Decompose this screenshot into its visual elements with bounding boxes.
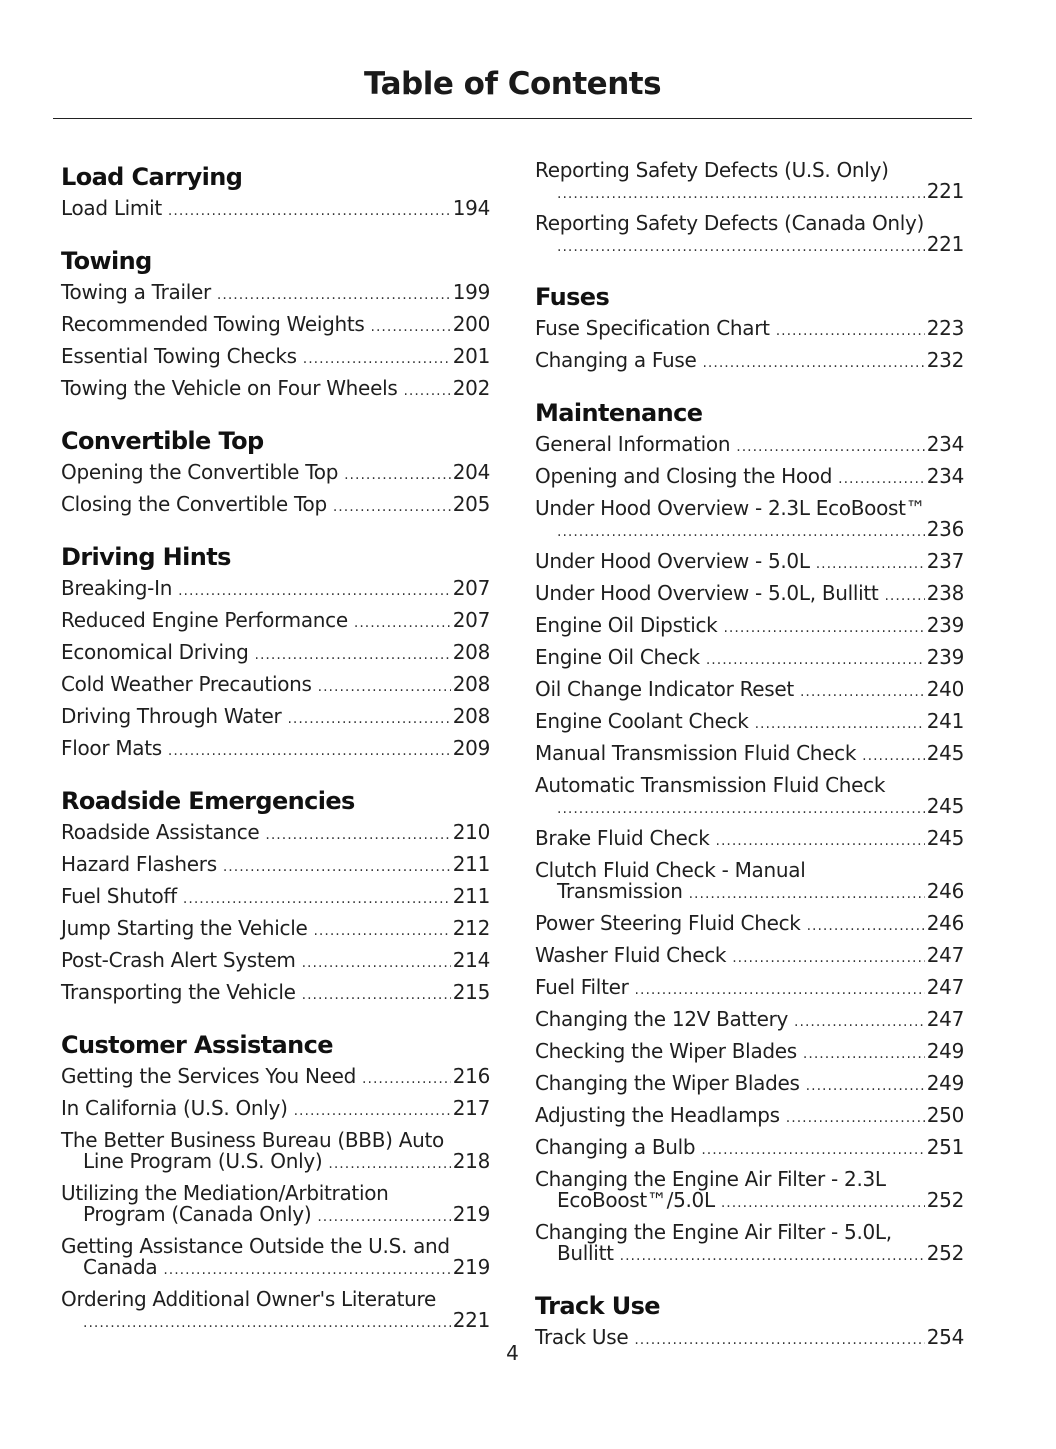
toc-entry-page-number: 208 [452,704,490,728]
dot-leader [723,618,924,639]
dot-leader [344,465,451,486]
toc-entry-page-number: 246 [926,879,964,903]
toc-entry-label: Economical Driving [61,640,249,664]
toc-entry-title-line: The Better Business Bureau (BBB) Auto [61,1128,444,1152]
toc-entry-page-number: 208 [452,640,490,664]
toc-entry-label: Engine Oil Check [535,645,700,669]
toc-entry[interactable] [535,775,964,820]
toc-section-roadside-emergencies [61,784,490,1006]
toc-entry-page-number: 201 [452,344,490,368]
toc-entry[interactable] [61,1130,490,1175]
toc-entry-label: Engine Coolant Check [535,709,749,733]
toc-entry-page-number: 208 [452,672,490,696]
dot-leader [303,349,451,370]
toc-entry-page-number: 246 [926,911,964,935]
toc-entry[interactable] [535,977,964,1001]
toc-entry[interactable] [535,1105,964,1129]
toc-entry-page-number: 247 [926,943,964,967]
toc-entry-title-line: Clutch Fluid Check - Manual [535,858,806,882]
toc-entry[interactable] [535,860,964,905]
toc-entry[interactable] [535,1041,964,1065]
toc-entry-page-number: 216 [452,1064,490,1088]
toc-entry-label: Reduced Engine Performance [61,608,348,632]
dot-leader [371,317,451,338]
toc-entry-label: Recommended Towing Weights [61,312,365,336]
dot-leader [302,953,451,974]
toc-entry-label: Load Limit [61,196,162,220]
toc-entry-label: Towing a Trailer [61,280,211,304]
dot-leader [318,677,451,698]
toc-section-driving-hints [61,540,490,762]
toc-entry-page-number: 204 [452,460,490,484]
dot-leader [163,1260,450,1281]
toc-entry-title-line: Utilizing the Mediation/Arbitration [61,1181,389,1205]
dot-leader [168,201,451,222]
dot-leader [557,799,925,820]
toc-entry[interactable] [535,1222,964,1267]
section-heading: Driving Hints [61,543,231,571]
toc-entry-page-number: 251 [926,1135,964,1159]
toc-entry-page-number: 236 [926,517,964,541]
dot-leader [354,613,451,634]
toc-entry-page-number: 249 [926,1039,964,1063]
toc-entry-page-number: 252 [926,1188,964,1212]
toc-entry[interactable] [61,578,490,602]
toc-entry-label: Driving Through Water [61,704,282,728]
toc-entry-page-number: 221 [926,232,964,256]
dot-leader [217,285,451,306]
page-title: Table of Contents [363,66,662,102]
toc-entry[interactable] [535,1169,964,1214]
dot-leader [806,1076,925,1097]
toc-entry-label: Under Hood Overview - 5.0L, Bullitt [535,581,879,605]
toc-entry-label: Post-Crash Alert System [61,948,296,972]
toc-entry-page-number: 241 [926,709,964,733]
toc-entry-label: Oil Change Indicator Reset [535,677,794,701]
toc-entry-label: Under Hood Overview - 5.0L [535,549,810,573]
toc-entry-label: Program (Canada Only) [83,1202,312,1226]
toc-entry[interactable] [61,198,490,222]
toc-section-customer-assistance [61,1028,490,1334]
toc-entry-label: EcoBoost™/5.0L [557,1188,715,1212]
section-heading: Customer Assistance [61,1031,333,1059]
toc-entry-label: Changing a Fuse [535,348,697,372]
toc-entry-label: Engine Oil Dipstick [535,613,718,637]
toc-entry-label: Washer Fluid Check [535,943,727,967]
toc-entry[interactable] [61,918,490,942]
dot-leader [328,1154,450,1175]
dot-leader [317,1207,450,1228]
toc-entry[interactable] [61,1236,490,1281]
dot-leader [755,714,925,735]
toc-entry-label: Line Program (U.S. Only) [83,1149,323,1173]
toc-entry-label: Manual Transmission Fluid Check [535,741,857,765]
toc-right-column [535,160,964,1373]
toc-entry[interactable] [535,466,964,490]
dot-leader [716,831,925,852]
dot-leader [800,682,925,703]
toc-left-column [61,160,490,1356]
toc-entry-label: Fuel Filter [535,975,629,999]
toc-entry-page-number: 245 [926,741,964,765]
dot-leader [689,884,925,905]
toc-entry-page-number: 239 [926,613,964,637]
toc-entry[interactable] [61,378,490,402]
dot-leader [265,825,450,846]
toc-entry-label: Bullitt [557,1241,614,1265]
toc-entry-page-number: 211 [452,852,490,876]
toc-entry[interactable] [61,282,490,306]
toc-entry[interactable] [535,1073,964,1097]
section-heading: Load Carrying [61,163,243,191]
dot-leader [178,581,451,602]
toc-entry-label: Essential Towing Checks [61,344,297,368]
dot-leader [223,857,451,878]
dot-leader [803,1044,925,1065]
toc-entry-page-number: 221 [452,1308,490,1332]
toc-entry-label: Track Use [535,1325,629,1349]
dot-leader [362,1069,451,1090]
section-heading: Maintenance [535,399,703,427]
toc-entry[interactable] [61,314,490,338]
toc-entry-page-number: 245 [926,826,964,850]
toc-entry-page-number: 234 [926,432,964,456]
dot-leader [183,889,451,910]
toc-entry-page-number: 254 [926,1325,964,1349]
toc-entry[interactable] [535,945,964,969]
dot-leader [313,921,450,942]
toc-entry-page-number: 211 [452,884,490,908]
toc-section-load-carrying [61,160,490,222]
toc-entry[interactable] [535,711,964,735]
toc-entry-page-number: 249 [926,1071,964,1095]
toc-entry-label: General Information [535,432,731,456]
toc-entry-page-number: 217 [452,1096,490,1120]
toc-section-convertible-top [61,424,490,518]
toc-entry[interactable] [61,642,490,666]
toc-entry-label: Floor Mats [61,736,162,760]
toc-entry[interactable] [61,674,490,698]
toc-entry-title-line: Under Hood Overview - 2.3L EcoBoost™ [535,496,926,520]
dot-leader [255,645,451,666]
dot-leader [838,469,925,490]
toc-entry-title-line: Ordering Additional Owner's Literature [61,1287,436,1311]
toc-entry[interactable] [535,434,964,458]
toc-entry[interactable] [61,1066,490,1090]
dot-leader [884,586,924,607]
toc-entry[interactable] [535,1009,964,1033]
section-heading: Roadside Emergencies [61,787,355,815]
toc-entry-label: Canada [83,1255,158,1279]
toc-entry[interactable] [61,346,490,370]
toc-entry[interactable] [535,583,964,607]
toc-section-fuses [535,280,964,374]
toc-entry-label: Cold Weather Precautions [61,672,312,696]
toc-entry-label: Hazard Flashers [61,852,217,876]
dot-leader [786,1108,925,1129]
toc-section-towing [61,244,490,402]
toc-entry[interactable] [535,318,964,342]
toc-entry-title-line: Changing the Engine Air Filter - 2.3L [535,1167,886,1191]
toc-entry-label: Opening the Convertible Top [61,460,339,484]
dot-leader [168,741,451,762]
toc-entry[interactable] [61,610,490,634]
toc-entry[interactable] [61,1183,490,1228]
toc-entry-page-number: 212 [452,916,490,940]
section-heading: Towing [61,247,152,275]
toc-entry[interactable] [535,1137,964,1161]
toc-entry[interactable] [535,647,964,671]
toc-entry-page-number: 223 [926,316,964,340]
toc-entry-label: Changing a Bulb [535,1135,696,1159]
toc-entry-title-line: Reporting Safety Defects (U.S. Only) [535,158,889,182]
toc-entry-page-number: 239 [926,645,964,669]
toc-entry[interactable] [535,551,964,575]
toc-entry-title-line: Getting Assistance Outside the U.S. and [61,1234,450,1258]
toc-section-maintenance [535,396,964,1267]
dot-leader [287,709,450,730]
toc-entry-label: Power Steering Fluid Check [535,911,801,935]
dot-leader [862,746,925,767]
dot-leader [794,1012,925,1033]
dot-leader [557,522,925,543]
dot-leader [620,1246,925,1267]
dot-leader [702,353,924,374]
toc-entry-page-number: 247 [926,1007,964,1031]
toc-entry-label: Opening and Closing the Hood [535,464,833,488]
toc-entry-page-number: 240 [926,677,964,701]
toc-entry[interactable] [61,1098,490,1122]
section-heading: Track Use [535,1292,660,1320]
toc-entry-page-number: 209 [452,736,490,760]
dot-leader [701,1140,924,1161]
toc-entry-title-line: Changing the Engine Air Filter - 5.0L, [535,1220,892,1244]
toc-entry[interactable] [61,982,490,1006]
title-divider [53,118,972,119]
toc-entry-label: Jump Starting the Vehicle [61,916,308,940]
toc-entry[interactable] [61,822,490,846]
toc-entry-page-number: 205 [452,492,490,516]
section-heading: Fuses [535,283,610,311]
dot-leader [557,184,925,205]
toc-entry-label: Roadside Assistance [61,820,260,844]
dot-leader [807,916,925,937]
toc-entry-label: Transporting the Vehicle [61,980,296,1004]
toc-entry[interactable] [535,743,964,767]
toc-entry-page-number: 210 [452,820,490,844]
toc-entry-page-number: 214 [452,948,490,972]
toc-entry-page-number: 221 [926,179,964,203]
toc-entry[interactable] [61,886,490,910]
toc-entry-page-number: 245 [926,794,964,818]
toc-entry-page-number: 247 [926,975,964,999]
toc-entry-page-number: 207 [452,608,490,632]
toc-entry-title-line: Automatic Transmission Fluid Check [535,773,886,797]
toc-entry-label: Fuel Shutoff [61,884,177,908]
dot-leader [294,1101,451,1122]
toc-entry-page-number: 250 [926,1103,964,1127]
toc-entry-label: Changing the Wiper Blades [535,1071,800,1095]
toc-entry-page-number: 252 [926,1241,964,1265]
toc-entry-label: Closing the Convertible Top [61,492,327,516]
toc-entry[interactable] [61,494,490,518]
dot-leader [721,1193,925,1214]
toc-entry-label: Breaking-In [61,576,173,600]
dot-leader [403,381,450,402]
toc-entry-label: In California (U.S. Only) [61,1096,288,1120]
toc-entry-page-number: 219 [452,1202,490,1226]
toc-entry-page-number: 238 [926,581,964,605]
dot-leader [557,237,925,258]
dot-leader [736,437,924,458]
toc-section-continued [535,160,964,258]
toc-entry-label: Changing the 12V Battery [535,1007,789,1031]
dot-leader [333,497,451,518]
toc-entry-page-number: 234 [926,464,964,488]
toc-entry-page-number: 207 [452,576,490,600]
toc-entry[interactable] [61,462,490,486]
toc-entry[interactable] [61,854,490,878]
toc-entry[interactable] [535,679,964,703]
toc-entry-page-number: 237 [926,549,964,573]
toc-entry-page-number: 202 [452,376,490,400]
toc-entry[interactable] [535,615,964,639]
toc-entry-page-number: 215 [452,980,490,1004]
toc-entry-page-number: 199 [452,280,490,304]
toc-entry-page-number: 200 [452,312,490,336]
dot-leader [302,985,451,1006]
toc-entry[interactable] [61,1289,490,1334]
toc-entry-label: Towing the Vehicle on Four Wheels [61,376,398,400]
toc-entry[interactable] [535,498,964,543]
toc-entry-label: Getting the Services You Need [61,1064,357,1088]
toc-entry-page-number: 218 [452,1149,490,1173]
dot-leader [83,1313,451,1334]
page-number: 4 [506,1341,519,1365]
toc-entry[interactable] [535,160,964,205]
toc-entry[interactable] [535,913,964,937]
toc-entry-label: Checking the Wiper Blades [535,1039,797,1063]
dot-leader [816,554,925,575]
toc-entry-page-number: 194 [452,196,490,220]
toc-entry-label: Transmission [557,879,683,903]
toc-entry[interactable] [535,213,964,258]
toc-entry[interactable] [61,950,490,974]
dot-leader [776,321,925,342]
toc-entry[interactable] [61,706,490,730]
dot-leader [732,948,925,969]
toc-entry-label: Fuse Specification Chart [535,316,770,340]
dot-leader [635,980,925,1001]
toc-entry-label: Brake Fluid Check [535,826,710,850]
dot-leader [706,650,925,671]
toc-entry-page-number: 232 [926,348,964,372]
toc-entry[interactable] [535,828,964,852]
toc-entry-page-number: 219 [452,1255,490,1279]
section-heading: Convertible Top [61,427,264,455]
toc-entry-title-line: Reporting Safety Defects (Canada Only) [535,211,925,235]
toc-entry-label: Adjusting the Headlamps [535,1103,780,1127]
toc-entry[interactable] [535,350,964,374]
toc-entry[interactable] [61,738,490,762]
